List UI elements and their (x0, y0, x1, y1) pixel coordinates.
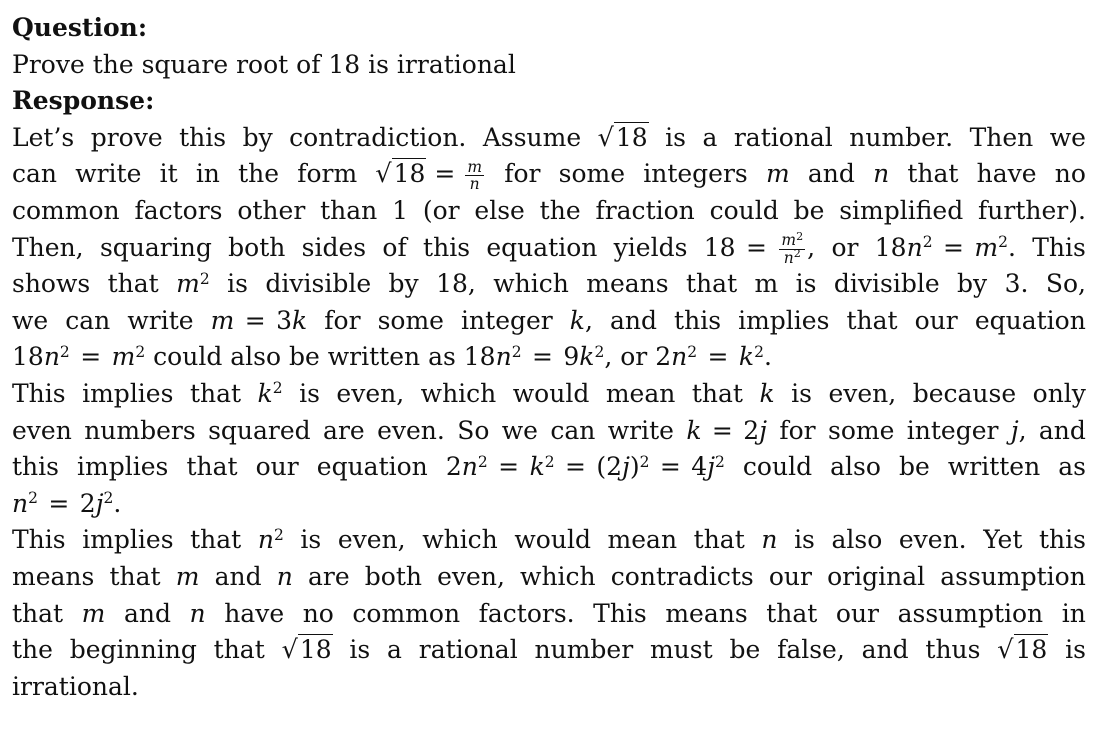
response-word: 18 = $\frac{m^2}{n^2}$ , (703, 229, 816, 267)
response-word: means (586, 269, 669, 299)
response-word: that (186, 452, 238, 482)
response-word: that (846, 305, 898, 335)
response-word: by (957, 269, 988, 299)
response-word: because (912, 378, 1017, 408)
response-word: 18, (436, 269, 476, 299)
response-word: integer (461, 305, 553, 335)
response-word: √18 (597, 122, 648, 153)
response-word: is (1065, 635, 1086, 665)
response-word: $n^2$ (257, 525, 284, 555)
response-word: that (213, 635, 265, 665)
response-word: original (827, 561, 926, 591)
response-word: (or (422, 195, 460, 225)
response-word: k, (569, 305, 593, 335)
response-word: beginning (69, 635, 197, 665)
response-word: are (308, 561, 350, 591)
response-word: both (364, 561, 422, 591)
response-word: or (831, 232, 859, 262)
response-word: assumption (940, 561, 1086, 591)
response-line (12, 376, 1086, 413)
response-word: even (12, 415, 72, 445)
response-word: is (791, 378, 812, 408)
response-line (12, 339, 1086, 376)
response-word: rational (418, 635, 518, 665)
response-word: we (501, 415, 538, 445)
response-word: So (457, 415, 490, 445)
response-word: divisible (833, 269, 940, 299)
response-word: or (620, 342, 648, 372)
response-word: that (907, 159, 959, 189)
response-word: is (299, 378, 320, 408)
response-word: m (765, 159, 790, 189)
response-word: Yet (983, 525, 1023, 555)
response-word: This (12, 525, 66, 555)
response-word: yields (613, 232, 688, 262)
response-word: be (898, 452, 930, 482)
response-line (12, 486, 1086, 523)
response-word: j, (1010, 415, 1027, 445)
response-word: is (794, 525, 815, 555)
response-word: must (649, 635, 713, 665)
response-word: n (873, 159, 890, 189)
response-word: the (539, 195, 581, 225)
response-word: by (388, 269, 419, 299)
response-word: This (593, 598, 647, 628)
response-word: is (300, 525, 322, 555)
response-word: implies (82, 378, 174, 408)
response-word: 3. (1004, 269, 1029, 299)
response-word: this (674, 305, 722, 335)
response-word: $2n^2$ = $k^2$. (655, 342, 772, 372)
response-word: also (830, 452, 881, 482)
response-word: some (558, 159, 626, 189)
response-word: would (512, 378, 590, 408)
response-word: common (12, 195, 120, 225)
response-word: which (422, 525, 498, 555)
response-line (12, 632, 1086, 669)
response-word: is (665, 122, 686, 152)
response-word: number. (849, 122, 954, 152)
response-word: a (387, 635, 402, 665)
response-word: even, (337, 525, 406, 555)
response-word: Assume (482, 122, 582, 152)
response-word: some (827, 415, 895, 445)
response-word: $m^2$ (176, 269, 210, 299)
response-word: This (1032, 232, 1086, 262)
response-word: k (759, 378, 775, 408)
response-word: √18 = $\frac{m}{n}$ (375, 158, 483, 194)
response-word: as (1058, 452, 1086, 482)
response-body (12, 120, 1086, 706)
response-word: that (107, 269, 159, 299)
response-word: that (190, 525, 242, 555)
response-word: false, (777, 635, 845, 665)
response-heading: Response: (12, 86, 155, 116)
response-word: shows (12, 269, 91, 299)
response-word: common (352, 598, 461, 628)
response-word: 1 (392, 195, 408, 225)
response-word: this (179, 122, 227, 152)
response-word: equation (974, 305, 1086, 335)
response-word: and (123, 598, 171, 628)
response-word: Then, (12, 232, 84, 262)
response-word: n (189, 598, 206, 628)
response-word: for (324, 305, 361, 335)
response-word: in (1061, 598, 1086, 628)
response-word: thus (925, 635, 981, 665)
response-word: than (320, 195, 378, 225)
response-word: mean (607, 525, 678, 555)
question-text: Prove the square root of 18 is irrational (12, 49, 516, 79)
response-word: for (779, 415, 816, 445)
response-word: that (109, 561, 161, 591)
response-line (12, 266, 1086, 303)
response-word: this (423, 232, 471, 262)
response-word: $18n^2$ = $m^2$ (12, 342, 146, 372)
response-line (12, 120, 1086, 157)
response-word: implies (738, 305, 830, 335)
response-word: write (75, 159, 142, 189)
response-line (12, 413, 1086, 450)
response-word: rational (733, 122, 833, 152)
response-line (12, 669, 1086, 706)
response-word: could (709, 195, 779, 225)
response-word: it (159, 159, 178, 189)
response-word: and (609, 305, 657, 335)
response-word: Then (969, 122, 1034, 152)
response-word: squared (208, 415, 311, 445)
response-word: $n^2$ = $2j^2$. (12, 488, 122, 518)
response-word: other (237, 195, 306, 225)
response-word: $k^2$ (257, 378, 283, 408)
response-line (12, 449, 1086, 486)
response-word: the (238, 159, 280, 189)
response-word: our (255, 452, 299, 482)
response-word: this (12, 452, 59, 482)
response-word: that (12, 598, 64, 628)
response-word: contradicts (610, 561, 754, 591)
response-word: for (504, 159, 541, 189)
response-word: only (1032, 378, 1086, 408)
response-word: contradiction. (289, 122, 467, 152)
response-word: m (175, 561, 200, 591)
response-word: is (349, 635, 371, 665)
response-word: irrational. (12, 671, 139, 701)
response-word: even, (437, 561, 505, 591)
response-word: that (691, 378, 743, 408)
response-word: form (297, 159, 358, 189)
response-word: √18 (281, 635, 332, 666)
response-word: can (65, 305, 111, 335)
response-word: our (835, 598, 880, 628)
response-word: implies (77, 452, 169, 482)
response-word: means (12, 561, 95, 591)
response-word: which (420, 378, 497, 408)
response-line (12, 596, 1086, 633)
response-word: n (276, 561, 293, 591)
response-word: as (428, 342, 456, 372)
question-heading: Question: (12, 13, 148, 42)
response-word: this (1039, 525, 1086, 555)
response-word: is (795, 269, 817, 299)
response-word: This (12, 378, 66, 408)
response-word: fraction (595, 195, 695, 225)
response-word: the (12, 635, 53, 665)
response-word: mean (605, 378, 676, 408)
response-word: and (861, 635, 909, 665)
response-word: our (768, 561, 812, 591)
response-word: a (702, 122, 718, 152)
response-word: which (520, 561, 596, 591)
response-word: even. (377, 415, 445, 445)
response-word: that (693, 525, 745, 555)
response-word: $2n^2$ = $k^2$ = $(2j)^2$ = $4j^2$ (445, 452, 725, 482)
response-word: factors (134, 195, 223, 225)
response-word: no (1054, 159, 1086, 189)
response-word: √18 (997, 635, 1048, 666)
response-word: no (302, 598, 334, 628)
response-word: be (729, 635, 761, 665)
response-word: also (831, 525, 883, 555)
response-line (12, 559, 1086, 596)
response-word: some (377, 305, 444, 335)
response-word: squaring (99, 232, 212, 262)
response-word: of (382, 232, 407, 262)
response-word: else (474, 195, 525, 225)
response-word: implies (82, 525, 174, 555)
response-word: m (81, 598, 106, 628)
response-word: that (686, 269, 738, 299)
response-word: could (153, 342, 223, 372)
response-word: m (754, 269, 779, 299)
response-word: write (607, 415, 674, 445)
response-word: factors. (478, 598, 575, 628)
response-word: also (230, 342, 282, 372)
response-word: have (976, 159, 1037, 189)
response-word: which (493, 269, 569, 299)
response-word: can (12, 159, 58, 189)
response-word: even, (828, 378, 897, 408)
response-line (12, 230, 1086, 267)
response-word: we (1049, 122, 1086, 152)
response-word: equation (316, 452, 428, 482)
response-word: So, (1045, 269, 1086, 299)
response-word: further). (978, 195, 1086, 225)
response-word: $18n^2$ = $m^2$. (874, 232, 1016, 262)
response-word: written (327, 342, 421, 372)
response-word: simplified (839, 195, 964, 225)
response-word: Let’s (12, 122, 75, 152)
response-line (12, 522, 1086, 559)
response-word: our (914, 305, 958, 335)
response-word: even. (898, 525, 967, 555)
response-word: could (742, 452, 813, 482)
response-word: and (1038, 415, 1086, 445)
response-word: have (224, 598, 285, 628)
response-word: and (807, 159, 855, 189)
response-word: means (665, 598, 748, 628)
response-word: be (793, 195, 825, 225)
response-word: number (534, 635, 634, 665)
response-word: write (127, 305, 194, 335)
response-word: integers (643, 159, 748, 189)
response-word: and (214, 561, 262, 591)
response-word: both (228, 232, 286, 262)
response-word: in (195, 159, 220, 189)
response-word: divisible (265, 269, 372, 299)
response-word: can (550, 415, 596, 445)
response-word: written (947, 452, 1041, 482)
response-word: m = 3k (210, 305, 308, 335)
response-word: that (189, 378, 242, 408)
response-word: $18n^2$ = $9k^2$, (463, 342, 613, 372)
response-word: k = 2j (686, 415, 767, 445)
response-word: by (242, 122, 273, 152)
response-word: integer (906, 415, 999, 445)
response-word: numbers (84, 415, 196, 445)
response-line (12, 193, 1086, 230)
response-word: assumption (897, 598, 1044, 628)
response-line (12, 303, 1086, 340)
response-word: is (227, 269, 248, 299)
response-word: we (12, 305, 49, 335)
response-word: n (761, 525, 778, 555)
response-word: even, (336, 378, 405, 408)
response-word: prove (90, 122, 163, 152)
response-word: sides (301, 232, 367, 262)
response-line (12, 156, 1086, 193)
response-word: are (323, 415, 365, 445)
response-word: that (766, 598, 818, 628)
response-word: equation (486, 232, 598, 262)
response-word: be (289, 342, 320, 372)
response-word: would (514, 525, 591, 555)
